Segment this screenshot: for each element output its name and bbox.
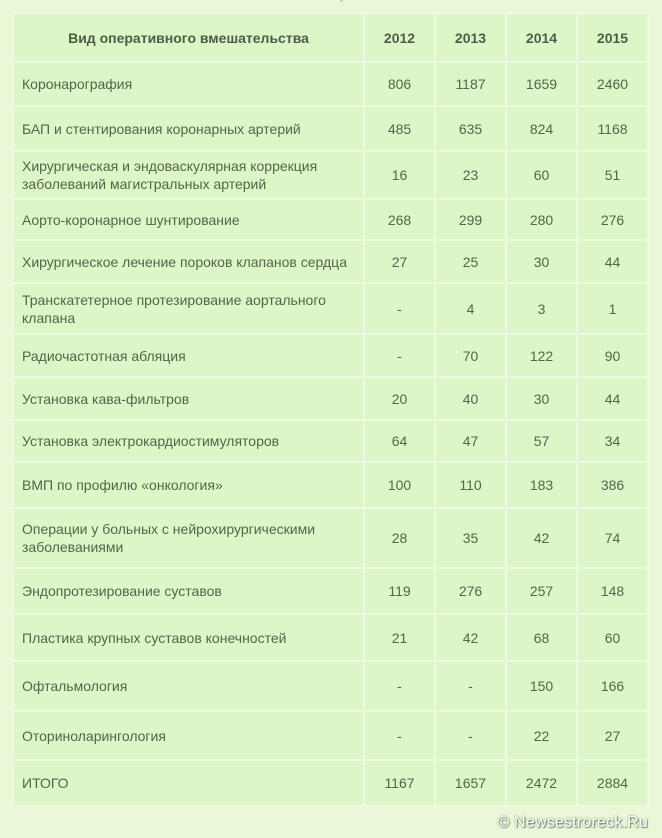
table-row <box>13 199 648 240</box>
year-value-cell: 44 <box>577 240 648 283</box>
year-value-cell: 268 <box>364 199 435 240</box>
year-value-cell: - <box>364 334 435 377</box>
procedure-name-cell: Пластика крупных суставов конечностей <box>13 614 364 661</box>
procedure-name-cell: Офтальмология <box>13 661 364 711</box>
year-value-cell: 1167 <box>364 760 435 806</box>
table-row <box>13 568 648 614</box>
year-value-cell: 30 <box>506 377 577 420</box>
year-value-cell: 21 <box>364 614 435 661</box>
procedure-name-cell: Хирургическая и эндоваскулярная коррекция заболеваний магистральных артерий <box>13 151 364 199</box>
year-value-cell: 68 <box>506 614 577 661</box>
year-value-cell: 166 <box>577 661 648 711</box>
year-value-cell: 20 <box>364 377 435 420</box>
year-value-cell: 42 <box>435 614 506 661</box>
procedure-name-cell: Аорто-коронарное шунтирование <box>13 199 364 240</box>
year-value-cell: 485 <box>364 106 435 151</box>
procedure-name-cell: Хирургическое лечение пороков клапанов сердца <box>13 240 364 283</box>
year-value-cell: 70 <box>435 334 506 377</box>
year-value-cell: 74 <box>577 508 648 568</box>
table-row <box>13 283 648 334</box>
year-value-cell: 1187 <box>435 62 506 106</box>
procedure-name-cell: Коронарография <box>13 62 364 106</box>
year-value-cell: 276 <box>435 568 506 614</box>
procedure-name-cell: ИТОГО <box>13 760 364 806</box>
year-value-cell: - <box>364 283 435 334</box>
year-value-cell: 386 <box>577 462 648 508</box>
year-value-cell: 1168 <box>577 106 648 151</box>
surgery-stats-table <box>12 12 649 807</box>
year-value-cell: 23 <box>435 151 506 199</box>
year-value-cell: - <box>435 661 506 711</box>
procedure-name-cell: Операции у больных с нейрохирургическими заболеваниями <box>13 508 364 568</box>
header-year-2012: 2012 <box>364 13 435 62</box>
year-value-cell: 27 <box>577 711 648 760</box>
year-value-cell: 276 <box>577 199 648 240</box>
procedure-name-cell: Эндопротезирование суставов <box>13 568 364 614</box>
table-row <box>13 240 648 283</box>
procedure-name-cell: ВМП по профилю «онкология» <box>13 462 364 508</box>
year-value-cell: 47 <box>435 420 506 462</box>
year-value-cell: 35 <box>435 508 506 568</box>
table-row <box>13 462 648 508</box>
year-value-cell: 27 <box>364 240 435 283</box>
top-divider-mark <box>340 0 343 2</box>
header-year-2013: 2013 <box>435 13 506 62</box>
year-value-cell: 110 <box>435 462 506 508</box>
year-value-cell: 635 <box>435 106 506 151</box>
procedure-name-cell: БАП и стентирования коронарных артерий <box>13 106 364 151</box>
year-value-cell: 64 <box>364 420 435 462</box>
procedure-name-cell: Установка электрокардиостимуляторов <box>13 420 364 462</box>
year-value-cell: 100 <box>364 462 435 508</box>
year-value-cell: 280 <box>506 199 577 240</box>
year-value-cell: 2472 <box>506 760 577 806</box>
year-value-cell: - <box>364 661 435 711</box>
table-row <box>13 420 648 462</box>
header-procedure-type: Вид оперативного вмешательства <box>13 13 364 62</box>
year-value-cell: 1659 <box>506 62 577 106</box>
site-watermark: © Newsestroreck.Ru <box>497 814 648 831</box>
year-value-cell: 1657 <box>435 760 506 806</box>
table-row <box>13 711 648 760</box>
table-row <box>13 334 648 377</box>
table-row <box>13 151 648 199</box>
table-row <box>13 614 648 661</box>
year-value-cell: 40 <box>435 377 506 420</box>
year-value-cell: 30 <box>506 240 577 283</box>
year-value-cell: - <box>435 711 506 760</box>
year-value-cell: 25 <box>435 240 506 283</box>
year-value-cell: 60 <box>577 614 648 661</box>
procedure-name-cell: Установка кава-фильтров <box>13 377 364 420</box>
table-row <box>13 508 648 568</box>
year-value-cell: 16 <box>364 151 435 199</box>
year-value-cell: 57 <box>506 420 577 462</box>
year-value-cell: 51 <box>577 151 648 199</box>
year-value-cell: 3 <box>506 283 577 334</box>
year-value-cell: 150 <box>506 661 577 711</box>
table-body <box>13 62 648 806</box>
year-value-cell: - <box>364 711 435 760</box>
year-value-cell: 42 <box>506 508 577 568</box>
procedure-name-cell: Радиочастотная абляция <box>13 334 364 377</box>
table-row <box>13 62 648 106</box>
header-year-2015: 2015 <box>577 13 648 62</box>
year-value-cell: 44 <box>577 377 648 420</box>
year-value-cell: 824 <box>506 106 577 151</box>
year-value-cell: 299 <box>435 199 506 240</box>
year-value-cell: 34 <box>577 420 648 462</box>
procedure-name-cell: Транскатетерное протезирование аортального клапана <box>13 283 364 334</box>
year-value-cell: 257 <box>506 568 577 614</box>
table-row <box>13 106 648 151</box>
year-value-cell: 4 <box>435 283 506 334</box>
year-value-cell: 90 <box>577 334 648 377</box>
surgery-stats-table-container <box>12 12 646 807</box>
table-row <box>13 661 648 711</box>
year-value-cell: 148 <box>577 568 648 614</box>
year-value-cell: 122 <box>506 334 577 377</box>
year-value-cell: 806 <box>364 62 435 106</box>
table-row <box>13 377 648 420</box>
year-value-cell: 1 <box>577 283 648 334</box>
year-value-cell: 60 <box>506 151 577 199</box>
year-value-cell: 22 <box>506 711 577 760</box>
year-value-cell: 28 <box>364 508 435 568</box>
table-row <box>13 760 648 806</box>
table-header-row <box>13 13 648 62</box>
year-value-cell: 2884 <box>577 760 648 806</box>
year-value-cell: 119 <box>364 568 435 614</box>
year-value-cell: 183 <box>506 462 577 508</box>
header-year-2014: 2014 <box>506 13 577 62</box>
procedure-name-cell: Оториноларингология <box>13 711 364 760</box>
year-value-cell: 2460 <box>577 62 648 106</box>
